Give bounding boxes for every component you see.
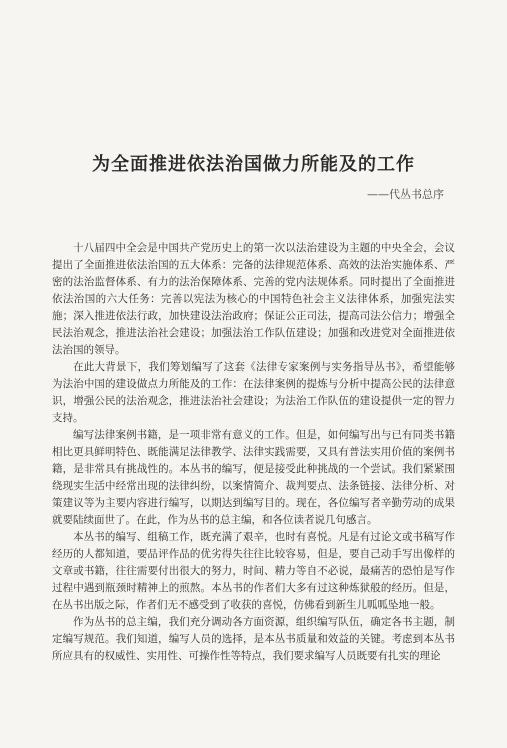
body-paragraph: 本丛书的编写、组稿工作，既充满了艰辛，也时有喜悦。凡是有过论文或书稿写作经历的人都知道，要品评作品的优劣得失往往比较容易，但是，要自己动手写出像样的文章或书籍，往往需要付出很大的努力，时间、精力等自不必说，最痛苦的恐怕是写作过程中遇到瓶颈时精神上的煎熬。本丛书的作者们大多有过这种炼狱般的经历。但是，在丛书出版之际，作者们无不感受到了收获的喜悦，仿佛看到新生儿呱呱坠地一般。 [52, 531, 455, 611]
body-paragraph: 在此大背景下，我们筹划编写了这套《法律专家案例与实务指导丛书》，希望能够为法治中国的建设做点力所能及的工作：在法律案例的提炼与分析中提高公民的法律意识，增强公民的法治观念，推进法治社会建设；为法治工作队伍的建设提供一定的智力支持。 [52, 361, 455, 424]
body-paragraph: 十八届四中全会是中国共产党历史上的第一次以法治建设为主题的中央全会，会议提出了全面推进依法治国的五大体系：完备的法律规范体系、高效的法治实施体系、严密的法治监督体系、有力的法治保障体系、完善的党内法规体系。同时提出了全面推进依法治国的六大任务：完善以宪法为核心的中国特色社会主义法律体系，加强宪法实施；深入推进依法行政，加快建设法治政府；保证公正司法，提高司法公信力；增强全民法治观念，推进法治社会建设；加强法治工作队伍建设；加强和改进党对全面推进依法治国的领导。 [52, 242, 455, 356]
body-paragraph: 作为丛书的总主编，我们充分调动各方面资源，组织编写队伍，确定各书主题，制定编写规范。我们知道，编写人员的选择，是本丛书质量和效益的关键。考虑到本丛书所应具有的权威性、实用性、可操作性等特点，我们要求编写人员既要有扎实的理论 [52, 616, 455, 662]
body-paragraph: 编写法律案例书籍，是一项非常有意义的工作。但是，如何编写出与已有同类书籍相比更具鲜明特色、既能满足法律教学、法律实践需要，又具有普法实用价值的案例书籍，是非常具有挑战性的。本丛书的编写，便是接受此种挑战的一个尝试。我们紧紧围绕现实生活中经常出现的法律纠纷，以案情简介、裁判要点、法条链接、法律分析、对策建议等为主要内容进行编写，以期达到编写目的。现在，各位编写者辛勤劳动的成果就要陆续面世了。在此，作为丛书的总主编，和各位读者说几句感言。 [52, 429, 455, 526]
document-subtitle: ——代丛书总序 [367, 188, 444, 201]
document-body [52, 240, 455, 665]
document-title: 为全面推进依法治国做力所能及的工作 [92, 154, 415, 175]
